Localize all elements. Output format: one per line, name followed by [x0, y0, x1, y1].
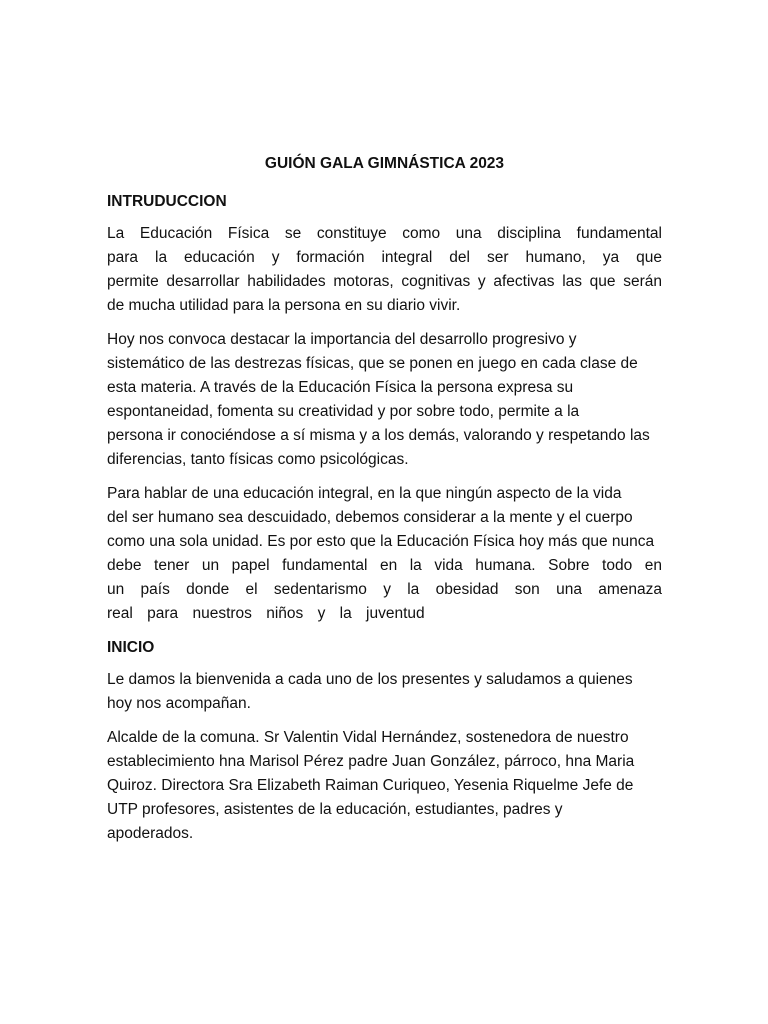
text-line: hoy nos acompañan. — [107, 695, 251, 712]
text-line: debe tener un papel fundamental en la vida humana. Sobre todo en — [107, 557, 662, 574]
text-line: del ser humano sea descuidado, debemos considerar a la mente y el cuerpo — [107, 509, 633, 526]
text-line: UTP profesores, asistentes de la educación, estudiantes, padres y — [107, 801, 563, 818]
paragraph-intro-3 — [107, 482, 662, 626]
text-line: Hoy nos convoca destacar la importancia del desarrollo progresivo y — [107, 331, 577, 348]
section-heading-introduccion: INTRUDUCCION — [107, 193, 227, 210]
text-line: de mucha utilidad para la persona en su diario vivir. — [107, 297, 461, 314]
text-line: Quiroz. Directora Sra Elizabeth Raiman Curiqueo, Yesenia Riquelme Jefe de — [107, 777, 634, 794]
text-line: diferencias, tanto físicas como psicológicas. — [107, 451, 409, 468]
text-line: espontaneidad, fomenta su creatividad y por sobre todo, permite a la — [107, 403, 580, 420]
text-line: Le damos la bienvenida a cada uno de los presentes y saludamos a quienes — [107, 671, 633, 688]
paragraph-intro-2 — [107, 328, 662, 472]
text-line: para la educación y formación integral del ser humano, ya que — [107, 249, 662, 266]
document-page — [107, 152, 662, 856]
paragraph-inicio-1 — [107, 668, 662, 716]
text-line: sistemático de las destrezas físicas, que se ponen en juego en cada clase de — [107, 355, 638, 372]
section-heading-inicio: INICIO — [107, 639, 155, 656]
text-line: establecimiento hna Marisol Pérez padre Juan González, párroco, hna Maria — [107, 753, 635, 770]
text-line: permite desarrollar habilidades motoras, cognitivas y afectivas las que serán — [107, 273, 662, 290]
text-line: persona ir conociéndose a sí misma y a los demás, valorando y respetando las — [107, 427, 650, 444]
text-line: un país donde el sedentarismo y la obesidad son una amenaza — [107, 581, 662, 598]
text-line: esta materia. A través de la Educación Física la persona expresa su — [107, 379, 574, 396]
text-line: apoderados. — [107, 825, 194, 842]
document-title: GUIÓN GALA GIMNÁSTICA 2023 — [264, 155, 505, 172]
text-line: como una sola unidad. Es por esto que la Educación Física hoy más que nunca — [107, 533, 655, 550]
text-line: real para nuestros niños y la juventud — [107, 605, 425, 622]
text-line: Para hablar de una educación integral, en la que ningún aspecto de la vida — [107, 485, 622, 502]
paragraph-inicio-2 — [107, 726, 662, 846]
paragraph-intro-1 — [107, 222, 662, 318]
text-line: Alcalde de la comuna. Sr Valentin Vidal Hernández, sostenedora de nuestro — [107, 729, 629, 746]
text-line: La Educación Física se constituye como una disciplina fundamental — [107, 225, 662, 242]
